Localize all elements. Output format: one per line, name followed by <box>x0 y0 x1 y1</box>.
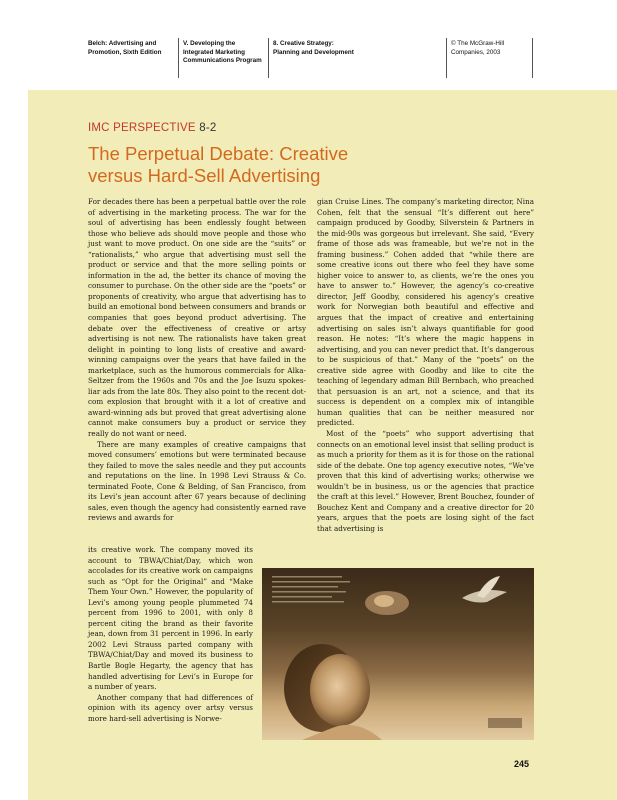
swimmer-illustration <box>365 591 409 615</box>
paragraph: gian Cruise Lines. The company’s marketing director, Nina Cohen, felt that the sensual “It’s different out here” campaign produced by Goodby, Silverstein & Partners in the mid-90s was gorgeous but irrelevant. She said, “Every frame of those ads was frameable, but we’re not in the framing business.” Cohen added that “while there are some creative icons out there who feel they have some higher voice to answer to, as clients, we’re the ones you have to answer to.” However, the agency’s co-creative director, Jeff Goodby, considered his agency’s creative work for Norwegian both beautiful and effective and argues that the impact of creative and entertaining advertising on sales isn’t always quantifiable for good reason. He notes: “It’s where the magic happens in advertising, and you can never predict that. It’s dangerous to be suspicious of that.” Many of the “poets” on the creative side agree with Goodby and like to cite the teaching of legendary adman Bill Bernbach, who preached that persuasion is an art, not a science, and that its success is dependent on a complex mix of intangible human qualities that can be neither measured nor predicted. <box>317 197 534 428</box>
bird-illustration <box>462 576 507 603</box>
ad-copy-lines <box>272 576 350 603</box>
header-line: Planning and Development <box>273 48 354 56</box>
kicker-number: 8-2 <box>199 122 217 134</box>
photo-illustration <box>262 568 534 740</box>
paragraph: For decades there has been a perpetual battle over the role of advertising in the marketing process. The war for the soul of advertising has been endlessly fought between those who believe ads should move people and those who just want to move product. On one side are the “suits” or “rationalists,” who argue that advertising must sell the product or service and that the more selling points or information in the ad, the better its chance of moving the consumer to purchase. On the other side are the “poets” or proponents of creativity, who argue that advertising has to build an emotional bond between consumers and brands or companies that goes beyond product advertising. The debate over the effectiveness of creative or artsy advertising is not new. The rationalists have taken great delight in pointing to long lists of creative and award-winning campaigns over the years that have failed in the marketplace, such as the humorous commercials for Alka-Seltzer from the 1960s and 70s and the Joe Isuzu spokes-liar ads from the late 80s. They also point to the recent dot-com explosion that brought with it a lot of creative and award-winning ads but proved that great advertising alone cannot make consumers buy a product or service they really do not want or need. <box>88 197 306 439</box>
header-chapter <box>268 38 446 78</box>
header-line: Promotion, Sixth Edition <box>88 48 162 56</box>
header-line: Companies, 2003 <box>451 48 501 56</box>
body-column-right <box>317 197 534 535</box>
header-copyright <box>446 38 533 78</box>
header-line: V. Developing the <box>183 40 236 47</box>
feature-kicker <box>88 122 216 134</box>
header-line: 8. Creative Strategy: <box>273 40 334 47</box>
header-line: Belch: Advertising and <box>88 40 157 47</box>
paragraph: Most of the “poets” who support advertising that connects on an emotional level insist that selling product is as much a priority for them as it is for those on the rational side of the debate. One top agency executive notes, “We’ve proven that this kind of advertising works; otherwise we wouldn’t be in business, us or the agencies that practice the craft at this level.” However, Brent Bouchez, founder of Bouchez Kent and Company and a creative director for 20 years, argues that the poets are losing sight of the fact that advertising is <box>317 429 534 533</box>
header-line: © The McGraw-Hill <box>451 40 505 47</box>
header-line: Communications Program <box>183 57 262 65</box>
feature-title: The Perpetual Debate: Creative versus Hard-Sell Advertising <box>88 143 349 186</box>
running-header <box>88 38 533 78</box>
body-column-left-continued <box>88 545 253 724</box>
header-book-title <box>88 38 178 78</box>
paragraph: Another company that had differences of opinion with its agency over artsy versus more hard-sell advertising is Norwe- <box>88 692 253 723</box>
paragraph: its creative work. The company moved its account to TBWA/Chiat/Day, which won accolades for its creative work on campaigns such as “Opt for the Original” and “Make Them Your Own.” However, the popularity of Levi’s among young people plummeted 74 percent from 1996 to 2001, with only 8 percent citing the brand as their favorite jean, down from 31 percent in 1996. In early 2002 Levi Strauss parted company with TBWA/Chiat/Day and moved its business to Bartle Bogle Hegarty, the agency that has handled advertising for Levi’s in Europe for a number of years. <box>88 545 253 692</box>
advertisement-photo <box>262 568 534 740</box>
page-number: 245 <box>514 759 530 769</box>
kicker-label: IMC PERSPECTIVE <box>88 122 196 134</box>
header-line: Integrated Marketing <box>183 48 245 56</box>
brand-logo-mark <box>488 718 522 728</box>
body-column-left <box>88 197 306 524</box>
paragraph: There are many examples of creative campaigns that moved consumers’ emotions but were terminated because they failed to move the sales needle and they put accounts and reputations on the line. In 1998 Levi Strauss & Co. terminated Foote, Cone & Belding, of San Francisco, from its Levi’s jean account after 67 years because of declining sales, even though the agency had consistently earned rave reviews and awards for <box>88 439 306 523</box>
header-part <box>178 38 268 78</box>
woman-face-illustration <box>284 644 382 740</box>
